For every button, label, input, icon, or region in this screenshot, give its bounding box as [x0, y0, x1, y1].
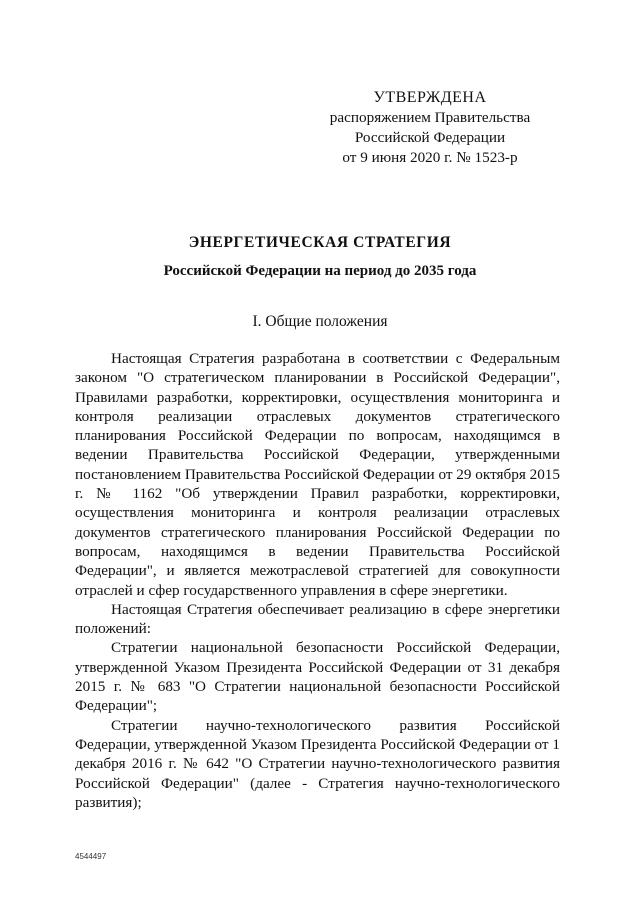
approval-line-3: от 9 июня 2020 г. № 1523-р	[342, 149, 518, 166]
document-code: 4544497	[75, 852, 107, 861]
paragraph-3: Стратегии национальной безопасности Российской Федерации, утвержденной Указом Президента Российской Федерации от 31 декабря 2015 г. № 683 "О Стратегии национальной безопасности Российской Федерации";	[75, 639, 560, 715]
approval-line-1: распоряжением Правительства	[329, 109, 531, 126]
paragraph-1: Настоящая Стратегия разработана в соответствии с Федеральным законом "О стратегическом планировании в Российской Федерации", Правилами разработки, корректировки, осуществления мониторинга и контроля реализации отраслевых документов стратегического планирования Российской Федерации по вопросам, находящимся в ведении Правительства Российской Федерации, утвержденными постановлением Правительства Российской Федерации от 29 октября 2015 г. № 1162 "Об утверждении Правил разработки, корректировки, осуществления мониторинга и контроля реализации отраслевых документов стратегического планирования Российской Федерации по вопросам, находящимся в ведении Правительства Российской Федерации", и является межотраслевой стратегией для совокупности отраслей и сфер государственного управления в сфере энергетики.	[75, 350, 560, 599]
document-body	[75, 349, 560, 812]
approval-line-2: Российской Федерации	[354, 129, 506, 146]
section-heading: I. Общие положения	[252, 313, 388, 330]
document-subtitle: Российской Федерации на период до 2035 года	[163, 263, 477, 279]
approval-stamp	[300, 88, 560, 168]
paragraph-2: Настоящая Стратегия обеспечивает реализацию в сфере энергетики положений:	[75, 600, 560, 638]
approval-title: УТВЕРЖДЕНА	[373, 89, 487, 106]
paragraph-4: Стратегии научно-технологического развития Российской Федерации, утвержденной Указом Президента Российской Федерации от 1 декабря 2016 г. № 642 "О Стратегии научно-технологического развития Российской Федерации" (далее - Стратегия научно-технологического развития);	[75, 716, 560, 811]
document-title: ЭНЕРГЕТИЧЕСКАЯ СТРАТЕГИЯ	[188, 234, 452, 251]
